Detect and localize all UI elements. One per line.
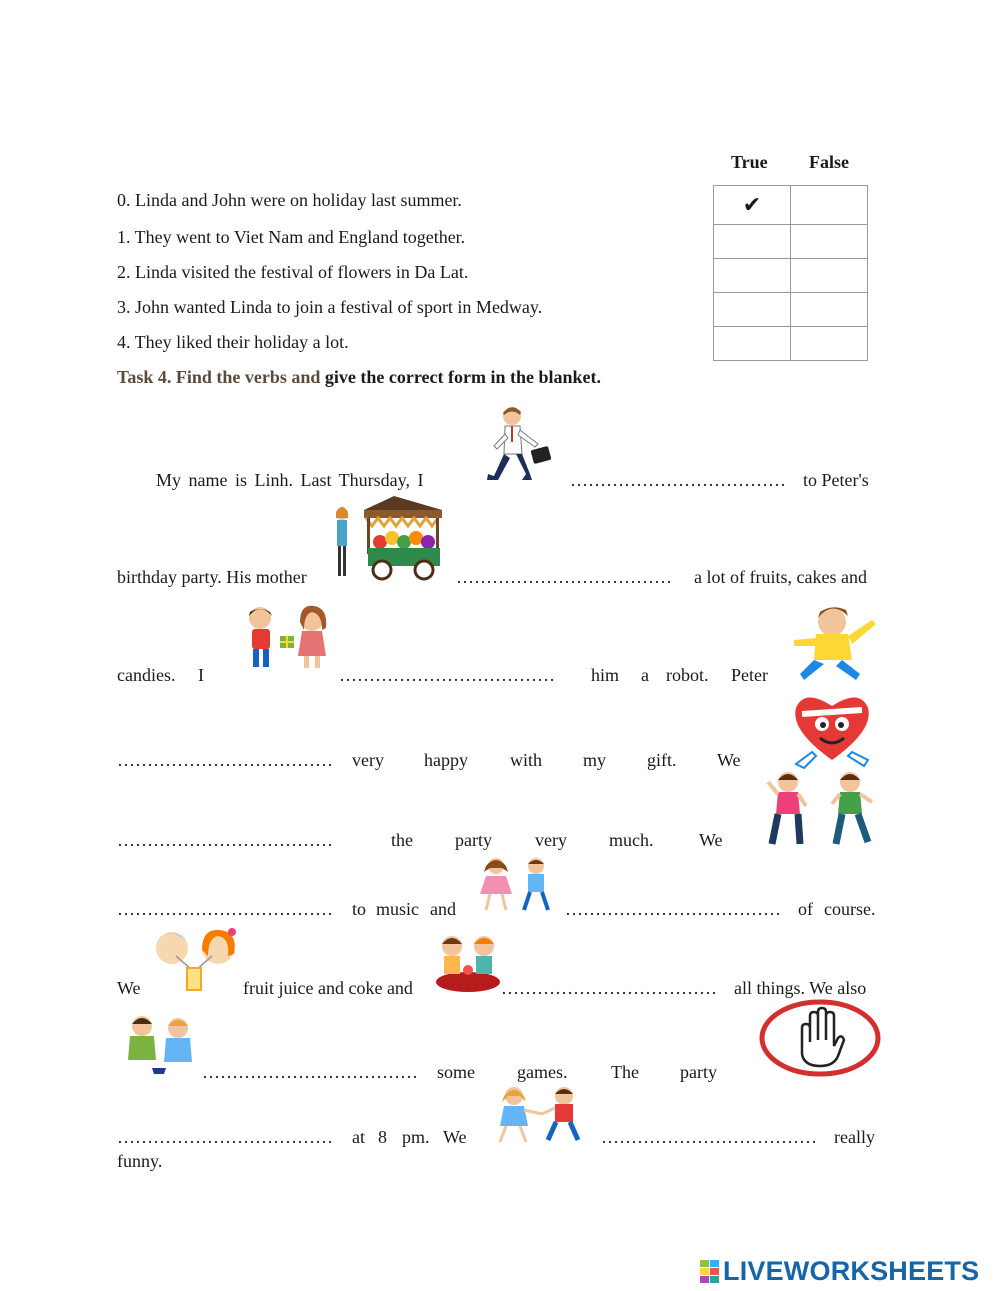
passage-text: much. [609,830,654,850]
logo-blocks-icon [700,1260,719,1283]
passage-text: fruit juice and coke and [243,978,413,998]
answer-false-1[interactable] [791,225,868,259]
passage-text: all things. We also [734,978,867,998]
passage-line-9 [117,1127,879,1151]
passage-text: party [680,1062,717,1082]
true-column-header: True [731,152,768,172]
passage-line-2 [117,567,879,591]
passage-text: We [699,830,723,850]
passage-text: The [611,1062,639,1082]
passage-text: of [798,899,813,919]
false-column-header: False [809,152,849,172]
passage-text: very [352,750,384,770]
passage-text: games. [517,1062,568,1082]
blank-6[interactable]: ……………………………… [117,899,333,919]
passage-text: birthday party. His mother [117,567,307,587]
liveworksheets-logo [700,1256,979,1287]
passage-text: pm. [402,1127,430,1147]
passage-text: my [583,750,607,770]
passage-text: a [641,665,649,685]
passage-text: gift. [647,750,677,770]
answer-true-2[interactable] [714,259,791,293]
passage-text: We [117,978,141,998]
passage-text: the [391,830,413,850]
blank-5[interactable]: ……………………………… [117,830,333,850]
blank-3[interactable]: ……………………………… [339,665,555,685]
blank-2[interactable]: ……………………………… [456,567,672,587]
passage-text: party [455,830,492,850]
statement-2: 2. Linda visited the festival of flowers in Da Lat. [117,262,469,282]
blank-9[interactable]: ……………………………… [202,1062,418,1082]
passage-text: I [198,665,204,685]
passage-text: candies. [117,665,176,685]
kids-giving-gift-picture [236,604,340,672]
statement-1: 1. They went to Viet Nam and England together. [117,227,466,247]
answer-true-4[interactable] [714,327,791,361]
passage-line-3 [117,665,879,689]
task4-instruction: give the correct form in the blanket. [320,367,602,387]
passage-text: and [430,899,456,919]
passage-line-1 [117,470,879,494]
passage-text: a lot of fruits, cakes and [694,567,867,587]
passage-text: at [352,1127,365,1147]
passage-line-10 [117,1151,879,1175]
answer-false-3[interactable] [791,293,868,327]
blank-8[interactable]: ……………………………… [501,978,717,998]
blank-4[interactable]: ……………………………… [117,750,333,770]
answer-true-0[interactable]: ✔ [714,186,791,225]
passage-line-8 [117,1062,879,1086]
passage-text: with [510,750,543,770]
passage-text: funny. [117,1151,163,1171]
true-false-table [713,185,868,361]
passage-text: We [443,1127,467,1147]
passage-text: 8 [378,1127,387,1147]
logo-text: LIVEWORKSHEETS [723,1256,980,1286]
passage-text: music [376,899,419,919]
passage-line-5 [117,830,879,854]
answer-false-2[interactable] [791,259,868,293]
passage-text: to Peter's [803,470,869,490]
passage-line-7 [117,978,879,1002]
passage-text: course. [824,899,876,919]
passage-text: him [591,665,620,685]
passage-text: Peter [731,665,768,685]
passage-text: really [834,1127,875,1147]
statement-4: 4. They liked their holiday a lot. [117,332,349,352]
blank-1[interactable]: ……………………………… [570,470,786,490]
passage-line-6 [117,899,879,923]
passage-text: robot. [666,665,709,685]
answer-true-3[interactable] [714,293,791,327]
passage-text: some [437,1062,475,1082]
statement-3: 3. John wanted Linda to join a festival of sport in Medway. [117,297,543,317]
blank-11[interactable]: ……………………………… [601,1127,817,1147]
task4-label: Task 4. Find the verbs and [117,367,321,387]
passage-text: We [717,750,741,770]
task4-heading [117,367,601,388]
answer-false-0[interactable] [791,186,868,225]
answer-true-1[interactable] [714,225,791,259]
passage-text: to [352,899,367,919]
passage-line-4 [117,750,879,774]
statement-0: 0. Linda and John were on holiday last summer. [117,190,462,210]
passage-text: My name is Linh. Last Thursday, I [156,470,424,490]
blank-7[interactable]: ……………………………… [565,899,781,919]
passage-text: very [535,830,567,850]
answer-false-4[interactable] [791,327,868,361]
passage-text: happy [424,750,468,770]
blank-10[interactable]: ……………………………… [117,1127,333,1147]
